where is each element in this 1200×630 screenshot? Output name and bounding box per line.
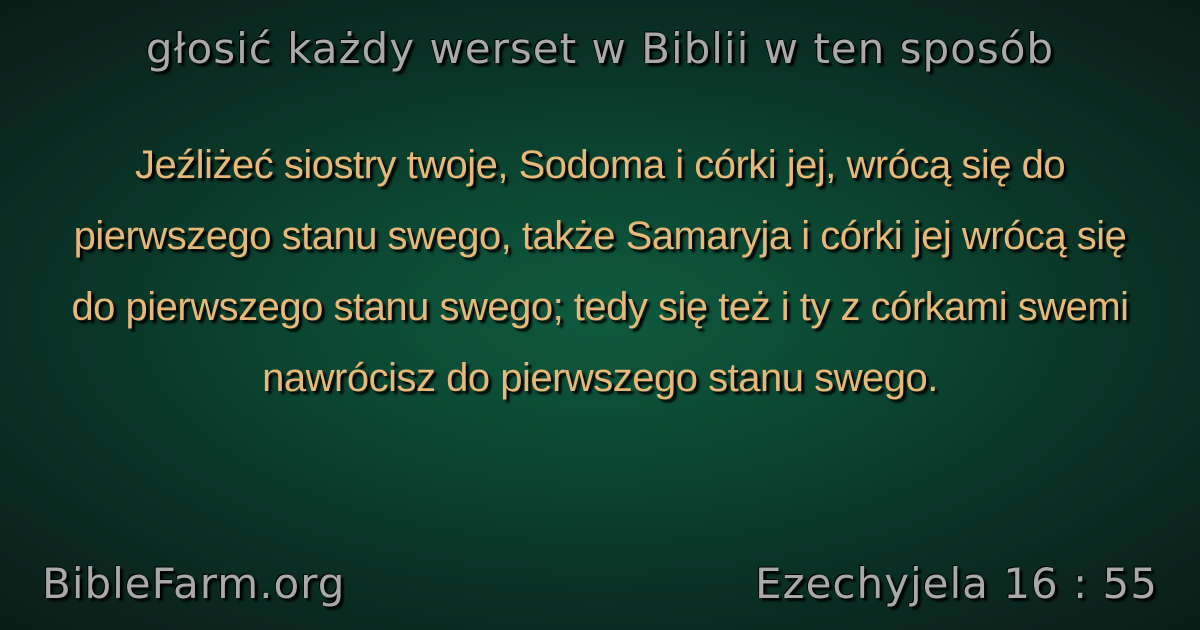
verse-text: Jeźliżeć siostry twoje, Sodoma i córki jej, wrócą się do pierwszego stanu swego, także Samaryja i córki jej wrócą się do pierwszego stanu swego; tedy się też i ty z córkami swemi nawrócisz do pierwszego stanu swego.: [71, 143, 1129, 400]
page-title: głosić każdy werset w Biblii w ten sposób: [145, 24, 1055, 73]
verse-reference: Ezechyjela 16 : 55: [755, 559, 1158, 608]
site-name: BibleFarm.org: [42, 559, 346, 608]
